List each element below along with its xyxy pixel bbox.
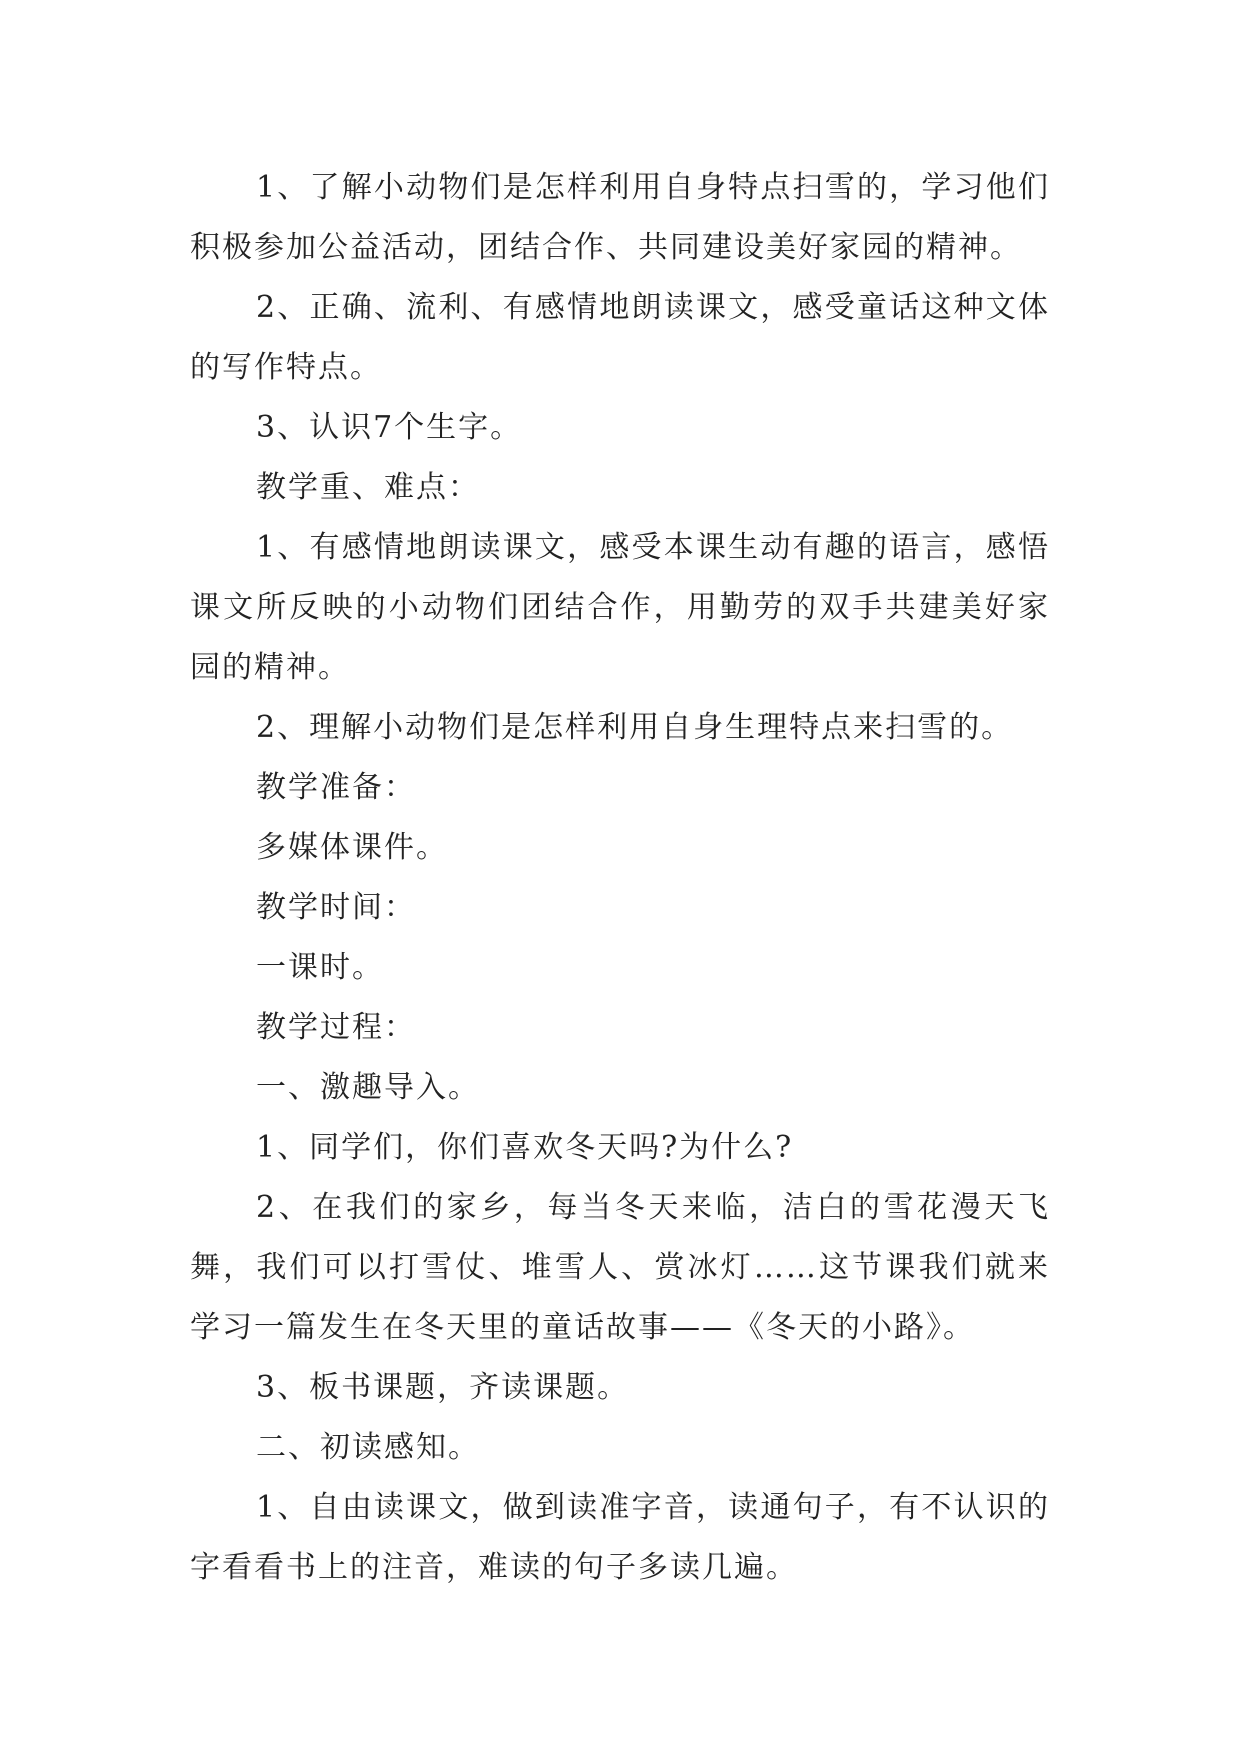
- document-body: [190, 158, 1050, 1598]
- key-point-2: 2、理解小动物们是怎样利用自身生理特点来扫雪的。: [256, 710, 1014, 745]
- objective-2: 2、正确、流利、有感情地朗读课文，感受童话这种文体的写作特点。: [190, 290, 1050, 385]
- section-heading-key-points: 教学重、难点：: [256, 470, 480, 505]
- process-item-1-3: 3、板书课题，齐读课题。: [256, 1370, 630, 1405]
- process-item-1-2: 2、在我们的家乡，每当冬天来临，洁白的雪花漫天飞舞，我们可以打雪仗、堆雪人、赏冰灯……这节课我们就来学习一篇发生在冬天里的童话故事——《冬天的小路》。: [190, 1190, 1050, 1345]
- process-item-2-1: 1、自由读课文，做到读准字音，读通句子，有不认识的字看看书上的注音，难读的句子多读几遍。: [190, 1490, 1050, 1585]
- preparation-text: 多媒体课件。: [256, 830, 448, 865]
- process-step-heading-2: 二、初读感知。: [256, 1430, 480, 1465]
- key-point-1: 1、有感情地朗读课文，感受本课生动有趣的语言，感悟课文所反映的小动物们团结合作，用勤劳的双手共建美好家园的精神。: [190, 530, 1050, 685]
- section-heading-preparation: 教学准备：: [256, 770, 416, 805]
- objective-1: 1、了解小动物们是怎样利用自身特点扫雪的，学习他们积极参加公益活动，团结合作、共同建设美好家园的精神。: [190, 170, 1050, 265]
- process-item-1-1: 1、同学们，你们喜欢冬天吗?为什么?: [256, 1130, 794, 1165]
- section-heading-time: 教学时间：: [256, 890, 416, 925]
- section-heading-process: 教学过程：: [256, 1010, 416, 1045]
- objective-3: 3、认识7个生字。: [256, 410, 523, 445]
- process-step-heading-1: 一、激趣导入。: [256, 1070, 480, 1105]
- time-text: 一课时。: [256, 950, 384, 985]
